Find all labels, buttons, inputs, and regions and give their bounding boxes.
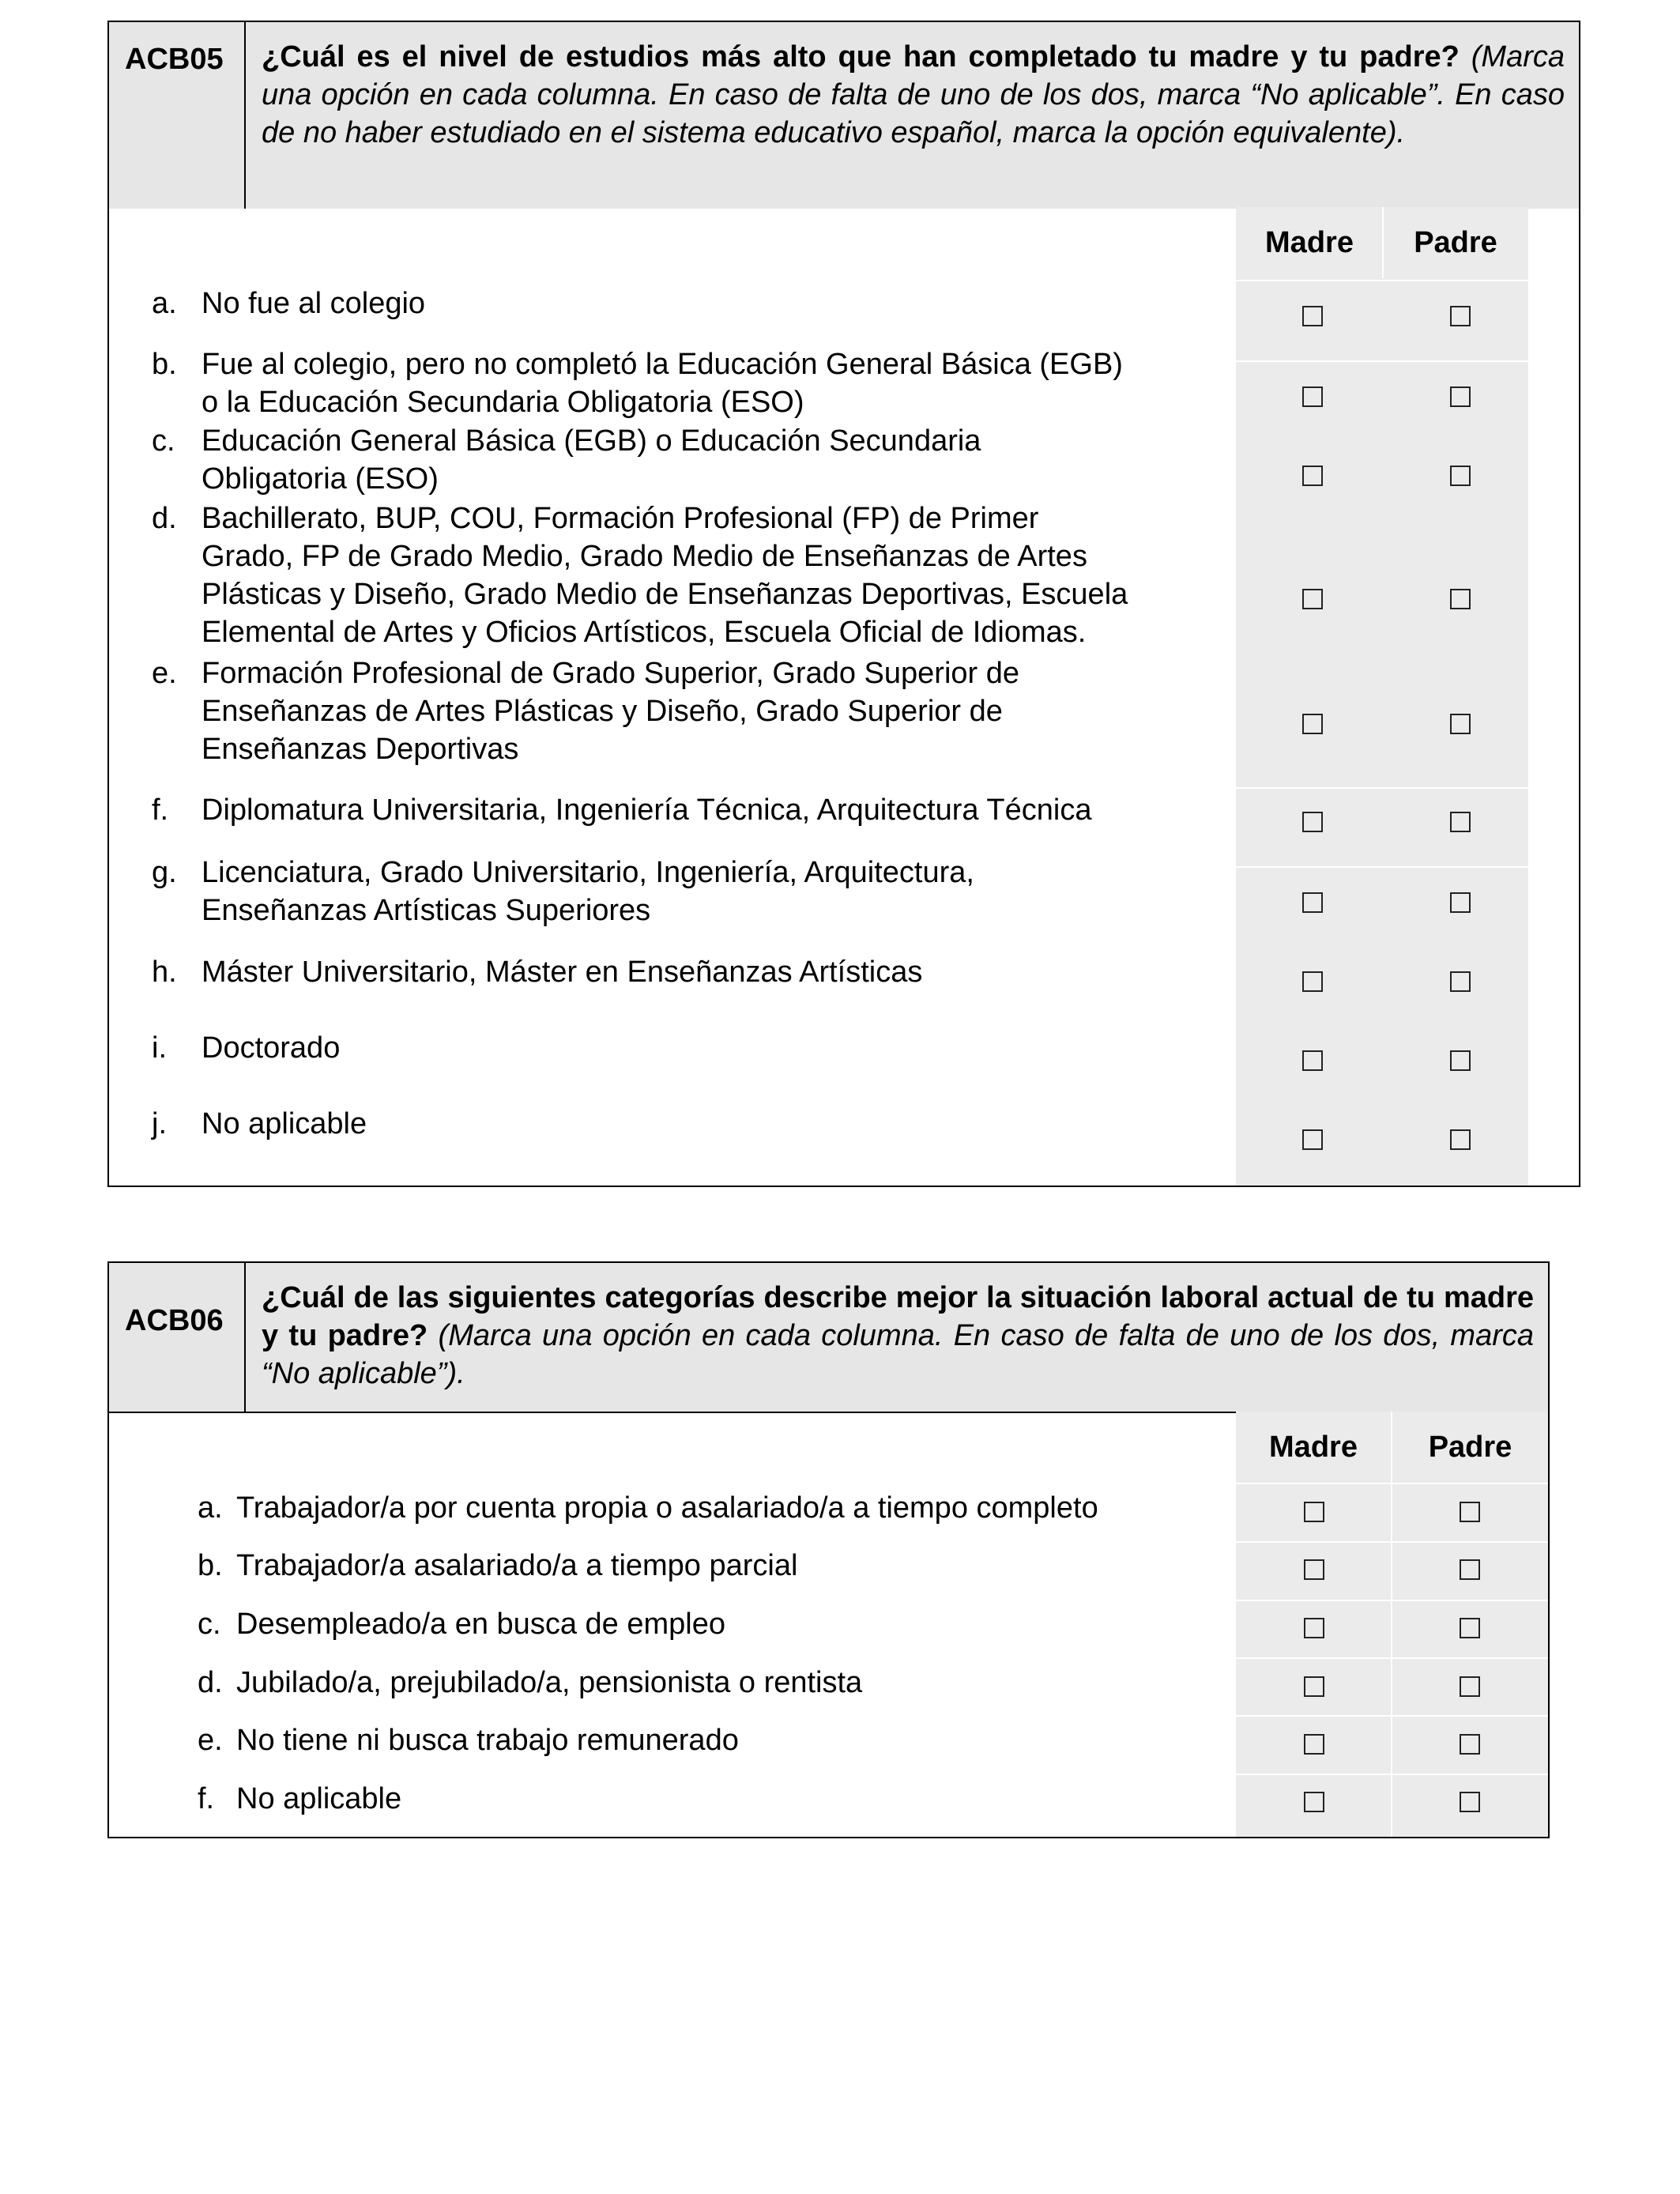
checkbox-padre[interactable] <box>1450 1050 1471 1071</box>
item-text: Trabajador/a asalariado/a a tiempo parcial <box>236 1549 798 1582</box>
row-divider <box>1236 1657 1548 1659</box>
item-text-line: Enseñanzas Deportivas <box>202 733 519 766</box>
checkbox-padre[interactable] <box>1460 1502 1480 1522</box>
checkbox-madre[interactable] <box>1302 971 1323 992</box>
item-text: Trabajador/a por cuenta propia o asalariado/a a tiempo completo <box>236 1491 1098 1525</box>
item-text-line: No fue al colegio <box>202 287 426 320</box>
item-letter: d. <box>152 502 177 535</box>
checkbox-padre[interactable] <box>1450 971 1471 992</box>
row-divider <box>1236 1483 1548 1484</box>
checkbox-padre[interactable] <box>1460 1618 1480 1638</box>
column-header-madre: Madre <box>1269 1431 1358 1464</box>
row-divider <box>1236 866 1528 868</box>
row-divider <box>1236 360 1528 362</box>
checkbox-padre[interactable] <box>1460 1792 1480 1812</box>
checkbox-padre[interactable] <box>1450 466 1471 486</box>
question-instructions: (Marca una opción en cada columna. En caso de falta de uno de los dos, marca “No aplicable”. En caso de no haber estudiado en el sistema educativo español, marca la opción equivalente). <box>262 40 1565 149</box>
checkbox-madre[interactable] <box>1302 1050 1323 1071</box>
checkbox-madre[interactable] <box>1302 466 1323 486</box>
column-header-padre: Padre <box>1414 226 1497 259</box>
question-header <box>109 22 1579 209</box>
checkbox-madre[interactable] <box>1302 589 1323 609</box>
row-divider <box>1236 1600 1548 1601</box>
item-text: No tiene ni busca trabajo remunerado <box>236 1724 739 1757</box>
question-title: ¿Cuál es el nivel de estudios más alto que han completado tu madre y tu padre? <box>262 40 1460 74</box>
checkbox-padre[interactable] <box>1450 812 1471 832</box>
item-letter: e. <box>198 1724 223 1757</box>
item-letter: c. <box>198 1608 221 1641</box>
column-header-padre: Padre <box>1428 1431 1512 1464</box>
item-letter: j. <box>152 1107 167 1140</box>
item-text-line: o la Educación Secundaria Obligatoria (ESO) <box>202 386 804 419</box>
checkbox-padre[interactable] <box>1460 1734 1480 1755</box>
checkbox-madre[interactable] <box>1302 1129 1323 1150</box>
row-divider <box>1236 1541 1548 1543</box>
item-letter: h. <box>152 956 177 989</box>
checkbox-padre[interactable] <box>1450 714 1471 734</box>
item-text-line: Licenciatura, Grado Universitario, Ingeniería, Arquitectura, <box>202 856 974 889</box>
checkbox-padre[interactable] <box>1460 1559 1480 1580</box>
item-text-line: Educación General Básica (EGB) o Educación Secundaria <box>202 424 981 458</box>
item-text-line: Fue al colegio, pero no completó la Educación General Básica (EGB) <box>202 348 1123 381</box>
checkbox-madre[interactable] <box>1304 1502 1324 1522</box>
checkbox-madre[interactable] <box>1304 1618 1324 1638</box>
item-text-line: Enseñanzas Artísticas Superiores <box>202 894 651 927</box>
item-text-line: Obligatoria (ESO) <box>202 462 439 496</box>
checkbox-padre[interactable] <box>1450 892 1471 913</box>
checkbox-padre[interactable] <box>1460 1676 1480 1697</box>
question-instructions: (Marca una opción en cada columna. En caso de falta de uno de los dos, marca “No aplicable”). <box>262 1319 1534 1390</box>
row-divider <box>1236 1715 1548 1717</box>
checkbox-padre[interactable] <box>1450 589 1471 609</box>
item-letter: i. <box>152 1031 167 1065</box>
checkbox-madre[interactable] <box>1302 306 1323 326</box>
column-header-madre: Madre <box>1265 226 1354 259</box>
checkbox-padre[interactable] <box>1450 306 1471 326</box>
checkbox-padre[interactable] <box>1450 1129 1471 1150</box>
item-letter: f. <box>152 794 169 827</box>
question-text <box>246 1263 1548 1412</box>
question-title: ¿Cuál de las siguientes categorías describe mejor la situación laboral actual de tu madre y tu padre? <box>262 1281 1534 1352</box>
column-madre-bg <box>1236 207 1528 1186</box>
row-divider <box>1236 787 1528 789</box>
item-letter: g. <box>152 856 177 889</box>
item-letter: e. <box>152 657 177 690</box>
item-letter: b. <box>152 348 177 381</box>
question-header <box>109 1263 1548 1413</box>
item-letter: a. <box>198 1491 223 1525</box>
checkbox-madre[interactable] <box>1302 714 1323 734</box>
item-text-line: Plásticas y Diseño, Grado Medio de Enseñanzas Deportivas, Escuela <box>202 578 1128 611</box>
row-divider <box>1236 1774 1548 1775</box>
checkbox-madre[interactable] <box>1304 1792 1324 1812</box>
item-text-line: Grado, FP de Grado Medio, Grado Medio de Enseñanzas de Artes <box>202 540 1087 573</box>
item-letter: f. <box>198 1782 215 1815</box>
item-letter: c. <box>152 424 175 458</box>
item-text-line: Bachillerato, BUP, COU, Formación Profesional (FP) de Primer <box>202 502 1039 535</box>
item-text-line: Enseñanzas de Artes Plásticas y Diseño, Grado Superior de <box>202 695 1003 728</box>
item-letter: a. <box>152 287 177 320</box>
row-divider <box>1236 280 1528 281</box>
checkbox-madre[interactable] <box>1302 892 1323 913</box>
checkbox-madre[interactable] <box>1304 1734 1324 1755</box>
item-text-line: Diplomatura Universitaria, Ingeniería Técnica, Arquitectura Técnica <box>202 794 1092 827</box>
checkbox-madre[interactable] <box>1304 1559 1324 1580</box>
item-text-line: Doctorado <box>202 1031 341 1065</box>
item-text: Desempleado/a en busca de empleo <box>236 1608 725 1641</box>
checkbox-madre[interactable] <box>1304 1676 1324 1697</box>
checkbox-madre[interactable] <box>1302 386 1323 407</box>
item-text-line: Formación Profesional de Grado Superior, Grado Superior de <box>202 657 1019 690</box>
question-code: ACB06 <box>109 1263 246 1412</box>
checkbox-padre[interactable] <box>1450 386 1471 407</box>
item-text-line: Elemental de Artes y Oficios Artísticos, Escuela Oficial de Idiomas. <box>202 616 1087 649</box>
item-letter: b. <box>198 1549 223 1582</box>
question-text <box>246 22 1579 209</box>
item-text-line: No aplicable <box>202 1107 367 1140</box>
item-letter: d. <box>198 1666 223 1699</box>
item-text: No aplicable <box>236 1782 402 1815</box>
item-text-line: Máster Universitario, Máster en Enseñanzas Artísticas <box>202 956 923 989</box>
item-text: Jubilado/a, prejubilado/a, pensionista o rentista <box>236 1666 863 1699</box>
checkbox-madre[interactable] <box>1302 812 1323 832</box>
question-code: ACB05 <box>109 22 246 209</box>
